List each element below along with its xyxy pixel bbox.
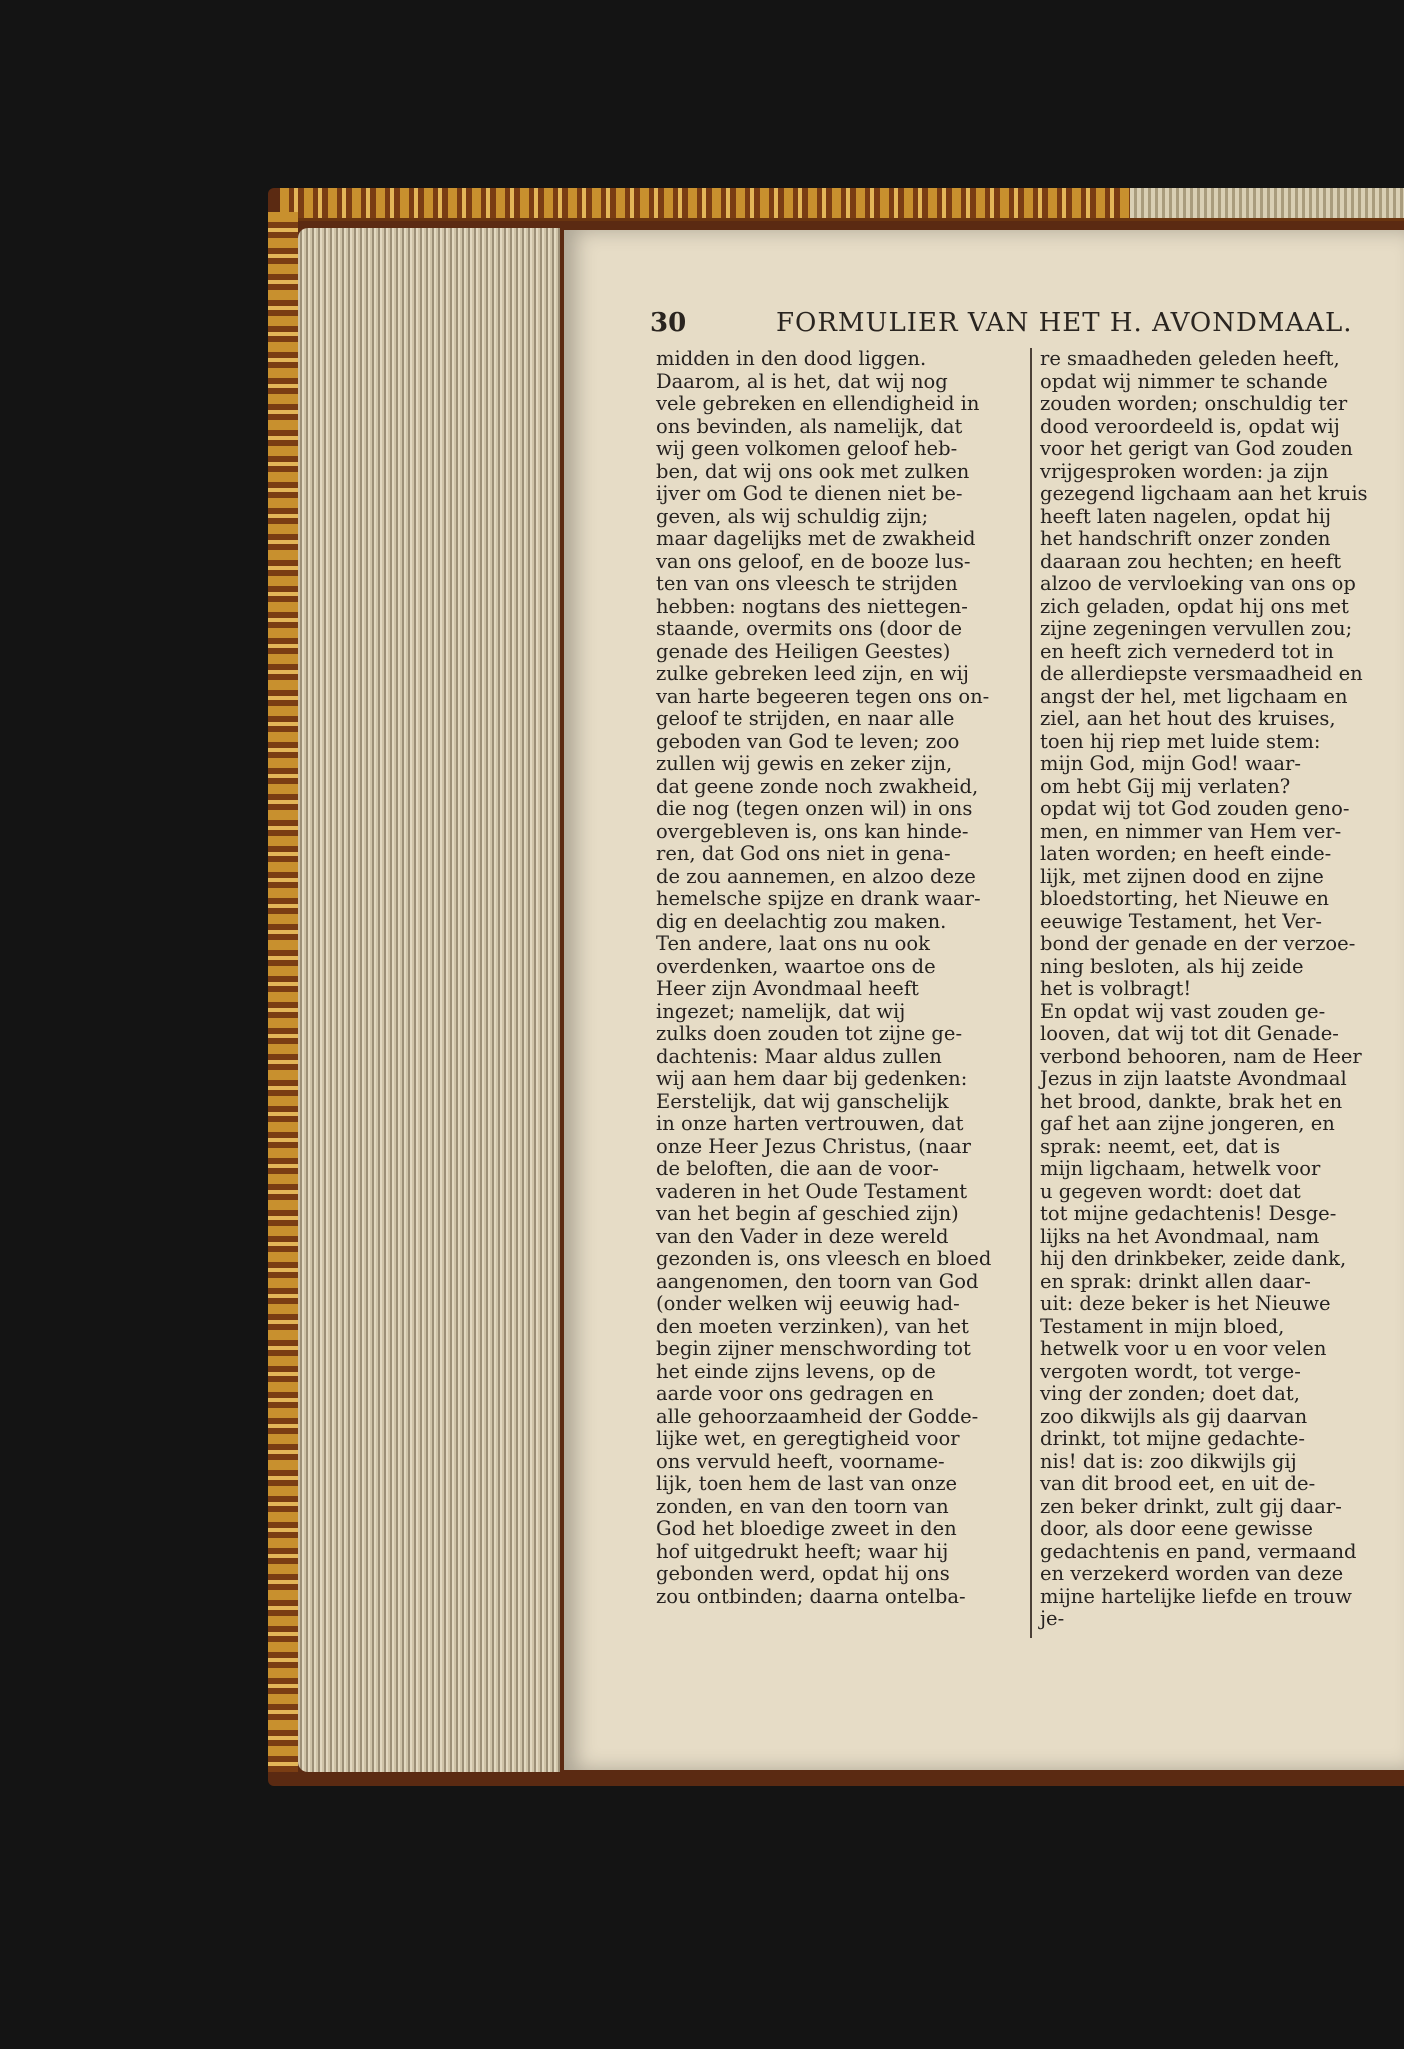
text-line: vergoten wordt, tot verge- [1040,1359,1301,1383]
text-line: vrijgesproken worden: ja zijn [1040,459,1329,483]
text-line: geboden van God te leven; zoo [656,729,960,753]
text-line: die nog (tegen onzen wil) in ons [656,797,973,820]
text-line: laten worden; en heeft einde- [1040,842,1332,865]
text-line: overdenken, waartoe ons de [656,954,936,978]
text-line: lijk, toen hem de last van onze [656,1472,958,1495]
text-line: van dit brood eet, en uit de- [1040,1472,1316,1495]
text-line: zulks doen zouden tot zijne ge- [656,1022,963,1045]
text-line: vele gebreken en ellendigheid in [656,392,980,415]
text-line: onze Heer Jezus Christus, (naar [656,1134,971,1158]
text-line: alle gehoorzaamheid der Godde- [656,1404,979,1428]
text-line: Eerstelijk, dat wij ganschelijk [656,1089,949,1113]
text-column-right [1040,348,1400,1631]
text-line: vaderen in het Oude Testament [656,1179,968,1203]
text-line: gaf het aan zijne jongeren, en [1040,1112,1335,1135]
text-line: ijver om God te dienen niet be- [656,482,963,505]
text-line: zonden, en van den toorn van [656,1494,949,1518]
text-line: tot mijne gedachtenis! Desge- [1040,1202,1337,1225]
text-line: dat geene zonde noch zwakheid, [656,774,979,798]
text-line: mijn ligchaam, hetwelk voor [1040,1157,1321,1180]
text-line: opdat wij tot God zouden geno- [1040,797,1350,820]
text-line: de zou aannemen, en alzoo deze [656,864,976,888]
text-line: van het begin af geschied zijn) [656,1202,959,1225]
text-line: alzoo de vervloeking van ons op [1040,572,1356,595]
text-line: ning besloten, als hij zeide [1040,954,1304,978]
column-divider [1030,348,1032,1638]
text-line: ons vervuld heeft, voorname- [656,1449,945,1473]
text-line: het is volbragt! [1040,977,1192,1000]
text-line: mijne hartelijke liefde en trouw [1040,1584,1352,1608]
text-line: zijne zegeningen vervullen zou; [1040,617,1353,640]
text-line: in onze harten vertrouwen, dat [656,1112,964,1135]
text-line: toen hij riep met luide stem: [1040,729,1321,753]
text-line: het handschrift onzer zonden [1040,527,1331,550]
text-line: ingezet; namelijk, dat wij [656,999,906,1023]
text-line: lijk, met zijnen dood en zijne [1040,864,1324,888]
text-line: zouden worden; onschuldig ter [1040,392,1348,415]
headband [1130,188,1404,218]
text-line: Daarom, al is het, dat wij nog [656,369,948,393]
text-line: God het bloedige zweet in den [656,1517,957,1540]
text-line: begin zijner menschwording tot [656,1337,971,1360]
gilt-spine-edge [268,212,298,1772]
text-line: geloof te strijden, en naar alle [656,707,955,730]
text-line: om hebt Gij mij verlaten? [1040,774,1291,798]
text-line: maar dagelijks met de zwakheid [656,527,976,550]
text-line: u gegeven wordt: doet dat [1040,1179,1301,1203]
text-line: zen beker drinkt, zult gij daar- [1040,1494,1342,1518]
text-line: re smaadheden geleden heeft, [1040,347,1340,370]
text-line: wij aan hem daar bij gedenken: [656,1067,968,1090]
text-line: aarde voor ons gedragen en [656,1382,934,1405]
text-line: lijks na het Avondmaal, nam [1040,1224,1320,1248]
text-line: men, en nimmer van Hem ver- [1040,819,1342,843]
text-line: drinkt, tot mijne gedachte- [1040,1427,1305,1450]
text-line: zou ontbinden; daarna ontelba- [656,1584,966,1608]
text-line: de beloften, die aan de voor- [656,1157,939,1180]
text-line: den moeten verzinken), van het [656,1314,969,1338]
text-line: En opdat wij vast zouden ge- [1040,999,1326,1023]
text-line: eeuwige Testament, het Ver- [1040,909,1322,933]
text-line: bond der genade en der verzoe- [1040,932,1356,955]
text-line: en heeft zich vernederd tot in [1040,639,1334,663]
text-line: zich geladen, opdat hij ons met [1040,594,1349,618]
text-line: ten van ons vleesch te strijden [656,572,958,595]
text-line: voor het gerigt van God zouden [1040,437,1353,460]
text-column-left [656,348,1022,1608]
text-line: zulke gebreken leed zijn, en wij [656,662,969,685]
text-line: hof uitgedrukt heeft; waar hij [656,1539,949,1563]
text-line: genade des Heiligen Geestes) [656,639,951,663]
text-line: van den Vader in deze wereld [656,1224,949,1248]
text-line: dood veroordeeld is, opdat wij [1040,414,1340,438]
text-line: hetwelk voor u en voor velen [1040,1337,1327,1360]
text-line: dachtenis: Maar aldus zullen [656,1044,942,1068]
text-line: en sprak: drinkt allen daar- [1040,1269,1311,1293]
text-line: gedachtenis en pand, vermaand [1040,1539,1357,1563]
text-line: ren, dat God ons niet in gena- [656,842,951,865]
text-line: Ten andere, laat ons nu ook [656,932,930,955]
text-line: je- [1040,1607,1065,1630]
text-line: looven, dat wij tot dit Genade- [1040,1022,1339,1045]
text-line: gezegend ligchaam aan het kruis [1040,482,1368,505]
text-line: hij den drinkbeker, zeide dank, [1040,1247,1347,1270]
text-line: Testament in mijn bloed, [1040,1314,1285,1338]
text-line: door, als door eene gewisse [1040,1517,1313,1540]
text-line: gebonden werd, opdat hij ons [656,1562,950,1585]
text-line: ben, dat wij ons ook met zulken [656,459,970,483]
text-line: zoo dikwijls als gij daarvan [1040,1404,1308,1428]
text-line: het einde zijns levens, op de [656,1359,936,1383]
text-line: wij geen volkomen geloof heb- [656,437,958,460]
text-line: lijke wet, en geregtigheid voor [656,1427,960,1450]
text-line: staande, overmits ons (door de [656,617,963,640]
running-header [650,308,1390,344]
text-line: verbond behooren, nam de Heer [1040,1044,1362,1068]
text-line: Heer zijn Avondmaal heeft [656,977,919,1000]
text-line: hebben: nogtans des niettegen- [656,594,968,618]
text-line: geven, als wij schuldig zijn; [656,504,929,528]
text-line: aangenomen, den toorn van God [656,1269,979,1293]
text-line: nis! dat is: zoo dikwijls gij [1040,1449,1297,1473]
text-line: ziel, aan het hout des kruises, [1040,707,1336,730]
text-line: overgebleven is, ons kan hinde- [656,819,969,843]
text-line: Jezus in zijn laatste Avondmaal [1040,1067,1347,1090]
text-line: opdat wij nimmer te schande [1040,369,1328,393]
page-title: FORMULIER VAN HET H. AVONDMAAL. [776,308,1353,338]
text-line: hemelsche spijze en drank waar- [656,887,981,910]
text-line: angst der hel, met ligchaam en [1040,684,1348,708]
text-line: de allerdiepste versmaadheid en [1040,662,1363,685]
text-line: bloedstorting, het Nieuwe en [1040,887,1329,910]
text-line: daaraan zou hechten; en heeft [1040,549,1342,573]
text-line: gezonden is, ons vleesch en bloed [656,1247,992,1270]
text-line: mijn God, mijn God! waar- [1040,752,1301,775]
text-line: heeft laten nagelen, opdat hij [1040,504,1332,528]
text-line: (onder welken wij eeuwig had- [656,1292,960,1315]
text-line: uit: deze beker is het Nieuwe [1040,1292,1331,1315]
page-number: 30 [650,308,687,338]
text-line: en verzekerd worden van deze [1040,1562,1344,1585]
text-line: zullen wij gewis en zeker zijn, [656,752,953,775]
text-line: ons bevinden, als namelijk, dat [656,414,963,438]
text-line: midden in den dood liggen. [656,347,927,370]
text-line: het brood, dankte, brak het en [1040,1089,1343,1113]
text-line: dig en deelachtig zou maken. [656,909,947,933]
text-line: van harte begeeren tegen ons on- [656,684,990,708]
text-line: sprak: neemt, eet, dat is [1040,1134,1281,1158]
text-line: ving der zonden; doet dat, [1040,1382,1300,1405]
page-edges [298,228,560,1772]
text-line: van ons geloof, en de booze lus- [656,549,971,573]
